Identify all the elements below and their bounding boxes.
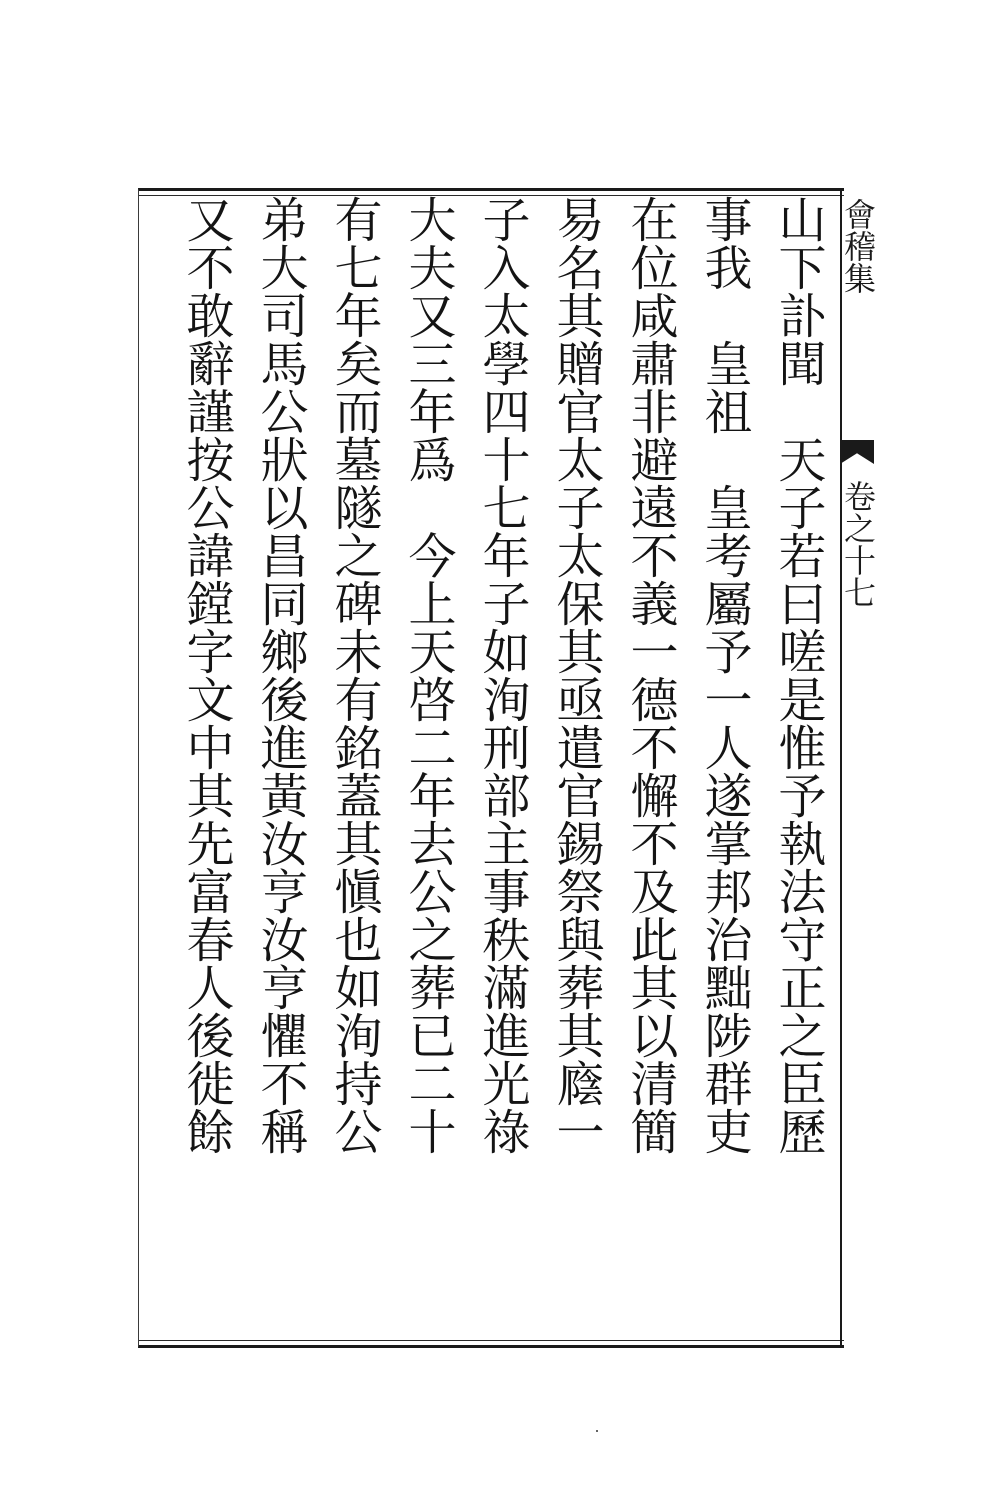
- margin-title: 會稽集: [839, 198, 877, 294]
- text-column-7: 有七年矣而墓隧之碑未有銘蓋其愼也如洵持公: [326, 195, 382, 1155]
- text-column-2: 事我 皇祖 皇考屬予一人遂掌邦治黜陟群吏: [696, 195, 752, 1155]
- text-column-1: 山下訃聞 天子若曰嗟是惟予執法守正之臣歷: [770, 195, 826, 1155]
- margin-strip: [839, 188, 877, 1348]
- text-column-8: 弟大司馬公狀以昌同鄉後進黃汝亨汝亨懼不稱: [252, 195, 308, 1155]
- margin-juan-number: 卷之十七: [839, 480, 877, 608]
- text-column-3: 在位咸肅非避遠不義一德不懈不及此其以清簡: [622, 195, 678, 1155]
- ink-speck: [596, 1430, 598, 1432]
- text-column-4: 易名其贈官太子太保其亟遣官錫祭與葬其廕一: [548, 195, 604, 1155]
- text-column-6: 大夫又三年爲 今上天啓二年去公之葬已二十: [400, 195, 456, 1155]
- text-column-9: 又不敢辭謹按公諱鏜字文中其先富春人後徙餘: [178, 195, 234, 1155]
- text-column-5: 子入太學四十七年子如洵刑部主事秩滿進光祿: [474, 195, 530, 1155]
